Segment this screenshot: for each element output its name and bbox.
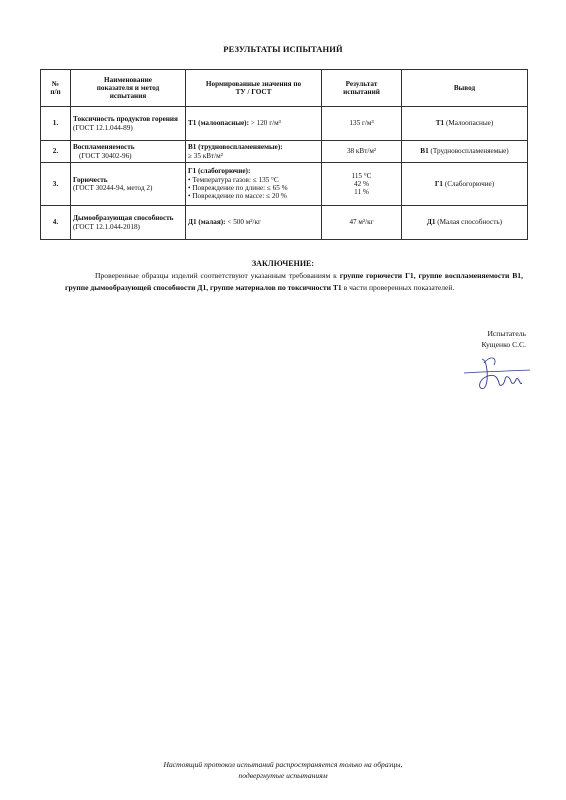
row-conclusion (402, 206, 528, 240)
conclusion-text-bold: группе горючести Г1, группе воспламеняемости В1, группе дымообразующей способности Д1, группе материалов по токсичности Т1 (65, 271, 523, 292)
row-conclusion (402, 163, 528, 206)
header-num-line: п/п (50, 88, 61, 96)
row-result: 38 кВт/м² (322, 141, 402, 163)
header-result-line: испытаний (343, 88, 380, 96)
table-row (41, 206, 528, 240)
conclusion-group: Д1 (426, 218, 436, 227)
header-name-line: Наименование (104, 75, 152, 84)
document-title: РЕЗУЛЬТАТЫ ИСПЫТАНИЙ (223, 44, 343, 54)
footer-note (0, 759, 566, 781)
row-norm (186, 206, 322, 240)
row-indicator (71, 163, 186, 206)
row-number: 1. (41, 107, 71, 141)
results-table (40, 69, 528, 240)
result-item: 42 % (354, 179, 369, 188)
norm-item: • Температура газов: ≤ 135 °С (188, 175, 279, 184)
row-norm (186, 141, 322, 163)
header-num-line: № (51, 79, 60, 88)
conclusion-heading: ЗАКЛЮЧЕНИЕ: (251, 259, 315, 268)
header-result-line: Результат (345, 79, 378, 88)
conclusion-desc: (Малая способность) (435, 218, 503, 227)
conclusion-desc: (Малоопасные) (444, 119, 494, 128)
table-header-row (41, 70, 528, 107)
row-conclusion (402, 141, 528, 163)
header-norm-line: Нормированные значения по (205, 79, 302, 88)
row-number: 4. (41, 206, 71, 240)
row-result: 47 м²/кг (322, 206, 402, 240)
conclusion-text-start: Проверенные образцы изделий соответствуют указанным требованиям к (95, 271, 340, 280)
header-num (41, 70, 71, 107)
row-indicator (71, 141, 186, 163)
tester-block (482, 328, 527, 350)
conclusion-text-end: в части проверенных показателей. (341, 282, 455, 292)
indicator-method: (ГОСТ 12.1.044-2018) (73, 222, 140, 231)
conclusion-group: Г1 (434, 179, 444, 188)
norm-group: Г1 (слабогорючие): (188, 167, 251, 176)
tester-name: Кущенко С.С. (481, 340, 526, 349)
row-norm (186, 107, 322, 141)
indicator-name: Воспламеняемость (73, 143, 135, 152)
row-indicator (71, 107, 186, 141)
conclusion-desc: (Трудновоспламеняемые) (428, 147, 509, 156)
result-item: 11 % (354, 188, 369, 197)
norm-group: В1 (трудновоспламеняемые): (188, 143, 283, 152)
norm-item: • Повреждение по длине: ≤ 65 % (188, 184, 288, 192)
indicator-name: Дымообразующая способность (73, 214, 174, 223)
conclusion-paragraph (65, 270, 523, 293)
header-result (322, 70, 402, 107)
header-norm-line: ТУ / ГОСТ (235, 88, 272, 96)
indicator-name: Горючесть (73, 175, 108, 184)
row-result: 135 г/м³ (322, 107, 402, 141)
norm-group: Д1 (малая): (188, 218, 226, 227)
row-indicator (71, 206, 186, 240)
header-name-line: показателя и метод (96, 83, 160, 92)
indicator-method: (ГОСТ 12.1.044-89) (73, 123, 133, 132)
footer-line: Настоящий протокол испытаний распространяется только на образцы, (163, 760, 403, 769)
handwritten-signature (458, 351, 538, 395)
conclusion-group: Т1 (435, 119, 445, 128)
row-conclusion (402, 107, 528, 141)
conclusion-desc: (Слабогорючие) (443, 179, 495, 188)
table-row (41, 163, 528, 206)
header-conclusion: Вывод (402, 70, 528, 107)
indicator-method: (ГОСТ 30244-94, метод 2) (73, 184, 153, 192)
table-row (41, 107, 528, 141)
norm-value: < 500 м²/кг (225, 218, 261, 227)
indicator-method: (ГОСТ 30402-96) (79, 151, 132, 160)
header-name (71, 70, 186, 107)
norm-value: > 120 г/м³ (248, 119, 281, 128)
result-item: 115 °С (351, 171, 372, 180)
row-number: 2. (41, 141, 71, 163)
footer-line: подвергнутые испытаниям (238, 771, 328, 780)
row-result (322, 163, 402, 206)
row-norm (186, 163, 322, 206)
row-number: 3. (41, 163, 71, 206)
indicator-name: Токсичность продуктов горения (73, 115, 178, 124)
tester-role: Испытатель (487, 329, 526, 338)
table-row (41, 141, 528, 163)
conclusion-group: В1 (420, 147, 429, 156)
header-norm (186, 70, 322, 107)
norm-item: • Повреждение по массе: ≤ 20 % (188, 192, 287, 201)
norm-group: Т1 (малоопасные): (188, 119, 249, 128)
header-name-line: испытания (109, 92, 147, 101)
norm-value: ≥ 35 кВт/м² (188, 151, 223, 160)
